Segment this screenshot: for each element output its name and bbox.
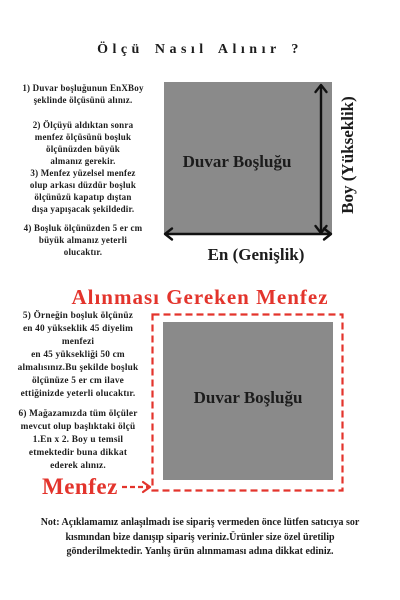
page-title: Ölçü Nasıl Alınır ? [97,42,303,57]
order-note: Not: Açıklamamız anlaşılmadı ise sipariş vermeden önce lütfen satıcıya sor kısmından bize danışıp sipariş veriniz.Ürünler size özel üretilip gönderilmektedir. Yanlış ürün alınmaması adına dikkat ediniz. [40,517,360,557]
wall-opening-box-example [163,322,333,480]
width-label: En (Genişlik) [207,245,305,264]
wall-opening-box [164,82,332,234]
vent-step-5: 5) Örneğin boşluk ölçünüz en 40 yükseklik 45 diyelim menfezi en 45 yüksekliği 50 cm almalısınız.Bu şekilde boşluk ölçünüze 5 er cm ilave ettiğinizde yeterli olucaktır. [17,311,139,399]
measure-step-4: 4) Boşluk ölçünüzden 5 er cm büyük almanız yeterli olucaktır. [23,223,143,257]
vent-step-6: 6) Mağazamızda tüm ölçüler mevcut olup başlıktaki ölçü 1.En x 2. Boy u temsil etmektedir buna dikkat ederek alınız. [18,409,138,471]
vent-section-heading: Alınması Gereken Menfez [71,285,329,309]
wall-opening-example-label: Duvar Boşluğu [193,388,303,407]
height-label: Boy (Yükseklik) [338,96,357,214]
wall-opening-label: Duvar Boşluğu [182,152,292,171]
measure-step-3: 3) Menfez yüzelsel menfez olup arkası düzdür boşluk ölçünüzü kapatıp dıştan dışa yapışacak şekildedir. [29,168,137,214]
measure-step-1: 1) Duvar boşluğunun EnXBoy şeklinde ölçüsünü alınız. [22,83,144,105]
vent-pointer-arrow-icon [122,482,150,492]
measure-step-2: 2) Ölçüyü aldıktan sonra menfez ölçüsünü boşluk ölçünüzden büyük almanız gerekir. [32,120,134,166]
vent-label: Menfez [42,474,118,499]
